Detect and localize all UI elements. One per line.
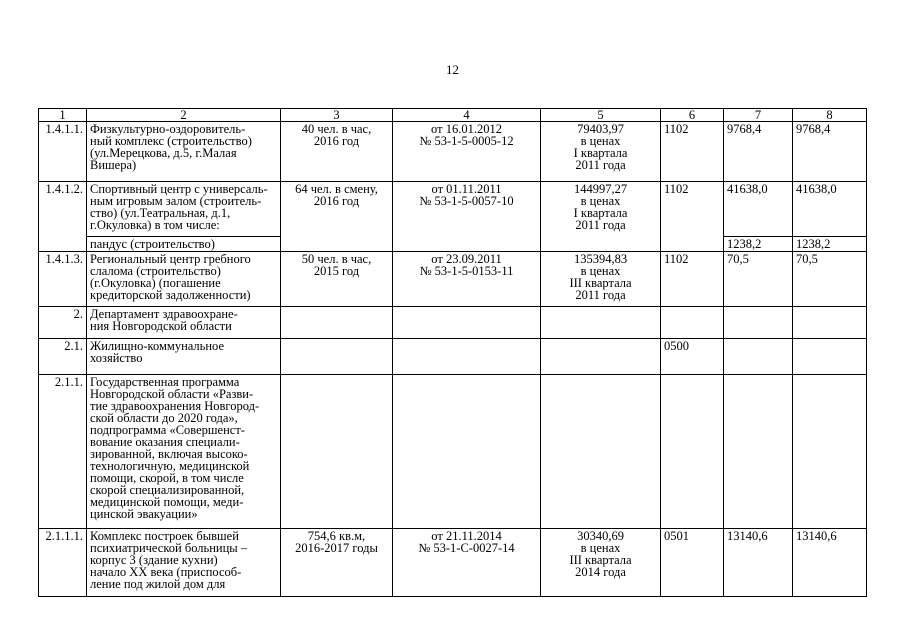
row-cost: 79403,97 в ценах I квартала 2011 года — [541, 122, 661, 182]
column-number-row — [39, 109, 867, 122]
row-name: Физкультурно-оздоровитель- ный комплекс (строительство) (ул.Мерецкова, д.5, г.Малая Вишера) — [87, 122, 281, 182]
row-name: Спортивный центр с универсаль- ным игровым залом (строитель- ство) (ул.Театральная, д.1, г.Окуловка) в том числе: — [87, 182, 281, 237]
row-capacity — [281, 375, 393, 529]
row-doc: от 21.11.2014 № 53-1-С-0027-14 — [393, 529, 541, 597]
row-kbk — [661, 307, 724, 339]
table-row — [39, 339, 867, 375]
row-cost: 144997,27 в ценах I квартала 2011 года — [541, 182, 661, 252]
row-value-8 — [793, 375, 867, 529]
row-capacity — [281, 339, 393, 375]
row-name: Государственная программа Новгородской области «Разви- тие здравоохранения Новгород- ской области до 2020 года», подпрограмма «Совершенст- вование оказания специали- зированной, включая высоко- технологичную, медицинской помощи, скорой, в том числе скорой специализированной, медицинской помощи, меди- цинской эвакуации» — [87, 375, 281, 529]
row-doc — [393, 339, 541, 375]
row-code: 2.1.1.1. — [39, 529, 87, 597]
row-kbk: 0501 — [661, 529, 724, 597]
row-doc: от 16.01.2012 № 53-1-5-0005-12 — [393, 122, 541, 182]
row-code: 1.4.1.2. — [39, 182, 87, 252]
row-capacity: 50 чел. в час, 2015 год — [281, 252, 393, 307]
row-cost: 135394,83 в ценах III квартала 2011 года — [541, 252, 661, 307]
row-capacity — [281, 307, 393, 339]
col-number: 4 — [393, 109, 541, 122]
row-code: 1.4.1.1. — [39, 122, 87, 182]
row-value-7: 70,5 — [724, 252, 793, 307]
table-row — [39, 182, 867, 237]
row-code: 2.1.1. — [39, 375, 87, 529]
row-name: Жилищно-коммунальное хозяйство — [87, 339, 281, 375]
col-number: 2 — [87, 109, 281, 122]
col-number: 7 — [724, 109, 793, 122]
row-kbk: 1102 — [661, 122, 724, 182]
row-capacity: 40 чел. в час, 2016 год — [281, 122, 393, 182]
row-name: Департамент здравоохране- ния Новгородской области — [87, 307, 281, 339]
row-value-7 — [724, 339, 793, 375]
row-value-8 — [793, 307, 867, 339]
row-name: пандус (строительство) — [87, 237, 281, 252]
row-code: 2. — [39, 307, 87, 339]
row-kbk: 1102 — [661, 182, 724, 252]
col-number: 8 — [793, 109, 867, 122]
row-cost — [541, 339, 661, 375]
row-code: 2.1. — [39, 339, 87, 375]
table-row — [39, 122, 867, 182]
col-number: 3 — [281, 109, 393, 122]
row-value-7: 41638,0 — [724, 182, 793, 237]
row-doc: от 01.11.2011 № 53-1-5-0057-10 — [393, 182, 541, 252]
table-row — [39, 529, 867, 597]
table-row — [39, 307, 867, 339]
row-cost: 30340,69 в ценах III квартала 2014 года — [541, 529, 661, 597]
row-value-8 — [793, 339, 867, 375]
row-value-8: 1238,2 — [793, 237, 867, 252]
row-value-8: 13140,6 — [793, 529, 867, 597]
page-number: 12 — [446, 62, 459, 77]
row-cost — [541, 375, 661, 529]
row-kbk — [661, 375, 724, 529]
row-value-7: 1238,2 — [724, 237, 793, 252]
col-number: 6 — [661, 109, 724, 122]
row-value-7: 13140,6 — [724, 529, 793, 597]
table-row — [39, 252, 867, 307]
row-doc: от 23.09.2011 № 53-1-5-0153-11 — [393, 252, 541, 307]
row-doc — [393, 375, 541, 529]
row-value-8: 70,5 — [793, 252, 867, 307]
row-name: Региональный центр гребного слалома (строительство) (г.Окуловка) (погашение кредиторской задолженности) — [87, 252, 281, 307]
table-row — [39, 375, 867, 529]
row-cost — [541, 307, 661, 339]
data-table — [38, 108, 867, 597]
row-doc — [393, 307, 541, 339]
row-capacity: 754,6 кв.м, 2016-2017 годы — [281, 529, 393, 597]
row-code: 1.4.1.3. — [39, 252, 87, 307]
row-value-7 — [724, 375, 793, 529]
row-capacity: 64 чел. в смену, 2016 год — [281, 182, 393, 252]
row-kbk: 0500 — [661, 339, 724, 375]
row-value-8: 41638,0 — [793, 182, 867, 237]
row-value-8: 9768,4 — [793, 122, 867, 182]
col-number: 5 — [541, 109, 661, 122]
row-value-7 — [724, 307, 793, 339]
row-kbk: 1102 — [661, 252, 724, 307]
row-name: Комплекс построек бывшей психиатрической больницы – корпус 3 (здание кухни) начало XX века (приспособ- ление под жилой дом для — [87, 529, 281, 597]
col-number: 1 — [39, 109, 87, 122]
row-value-7: 9768,4 — [724, 122, 793, 182]
